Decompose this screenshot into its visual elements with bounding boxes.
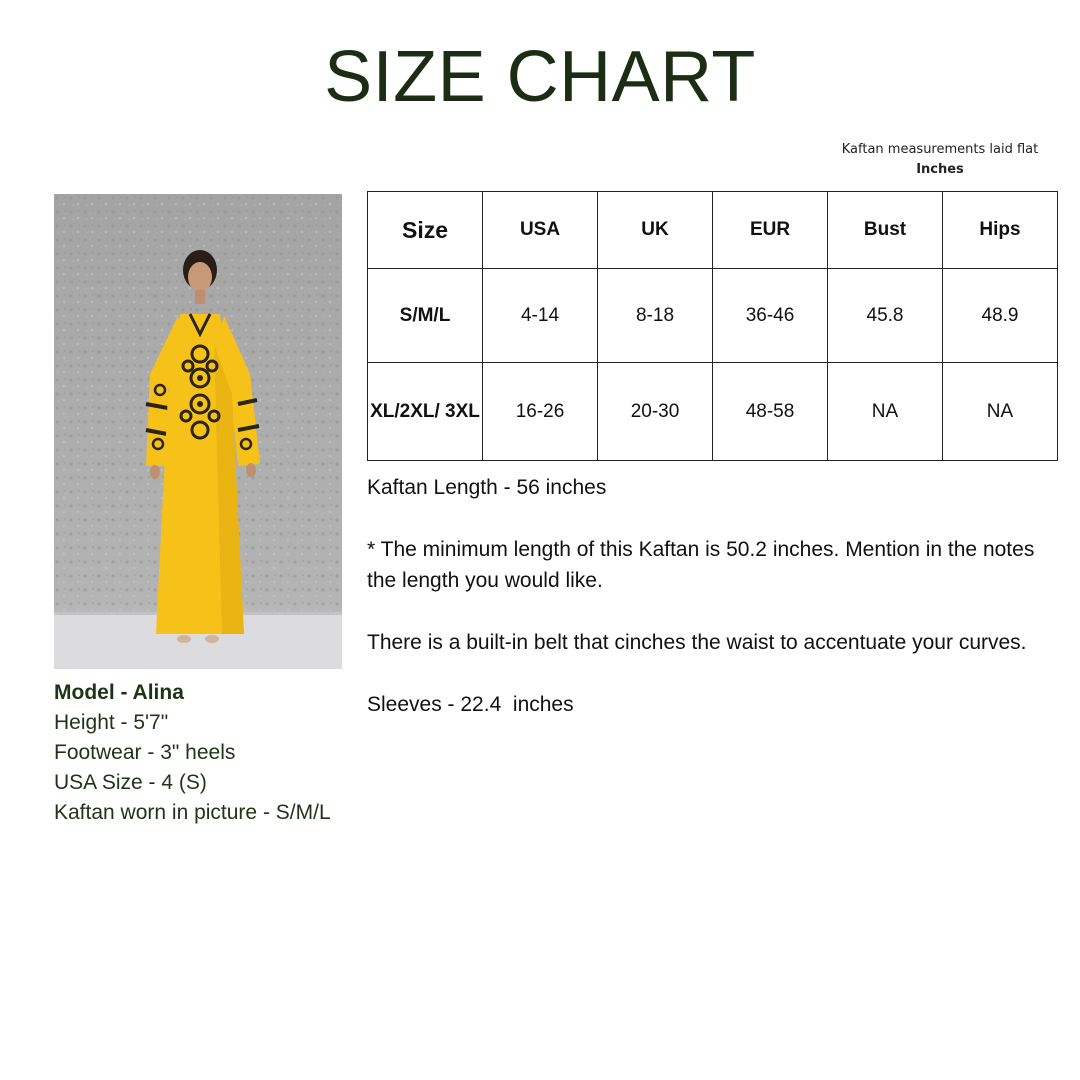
table-row [368,269,1058,363]
cell-bust: NA [828,363,943,461]
model-photo-image [54,194,342,669]
size-table [367,191,1058,461]
cell-usa: 16-26 [483,363,598,461]
cell-hips: NA [943,363,1058,461]
header-usa: USA [483,192,598,269]
table-header-row [368,192,1058,269]
note-belt: There is a built-in belt that cinches the waist to accentuate your curves. [367,631,1027,654]
note-sleeves: Sleeves - 22.4 inches [367,693,574,716]
cell-size: S/M/L [368,269,483,363]
model-info [54,678,364,828]
header-eur: EUR [713,192,828,269]
measurement-caption [820,140,1060,180]
cell-bust: 45.8 [828,269,943,363]
model-kaftan-worn: Kaftan worn in picture - S/M/L [54,801,331,824]
cell-size: XL/2XL/ 3XL [368,363,483,461]
cell-uk: 8-18 [598,269,713,363]
cell-hips: 48.9 [943,269,1058,363]
caption-unit: Inches [916,162,964,177]
header-uk: UK [598,192,713,269]
note-minimum-length: * The minimum length of this Kaftan is 50.2 inches. Mention in the notes the length you would like. [367,538,1035,592]
cell-eur: 36-46 [713,269,828,363]
table-row [368,363,1058,461]
size-notes [367,472,1057,751]
model-footwear: Footwear - 3" heels [54,741,236,764]
note-kaftan-length: Kaftan Length - 56 inches [367,476,607,499]
cell-uk: 20-30 [598,363,713,461]
model-name: Model - Alina [54,681,184,704]
header-size: Size [368,192,483,269]
header-hips: Hips [943,192,1058,269]
model-usa-size: USA Size - 4 (S) [54,771,207,794]
caption-description: Kaftan measurements laid flat [841,142,1039,157]
header-bust: Bust [828,192,943,269]
page-title: SIZE CHART [324,37,756,117]
cell-usa: 4-14 [483,269,598,363]
model-photo [54,194,342,669]
model-height: Height - 5'7" [54,711,169,734]
cell-eur: 48-58 [713,363,828,461]
